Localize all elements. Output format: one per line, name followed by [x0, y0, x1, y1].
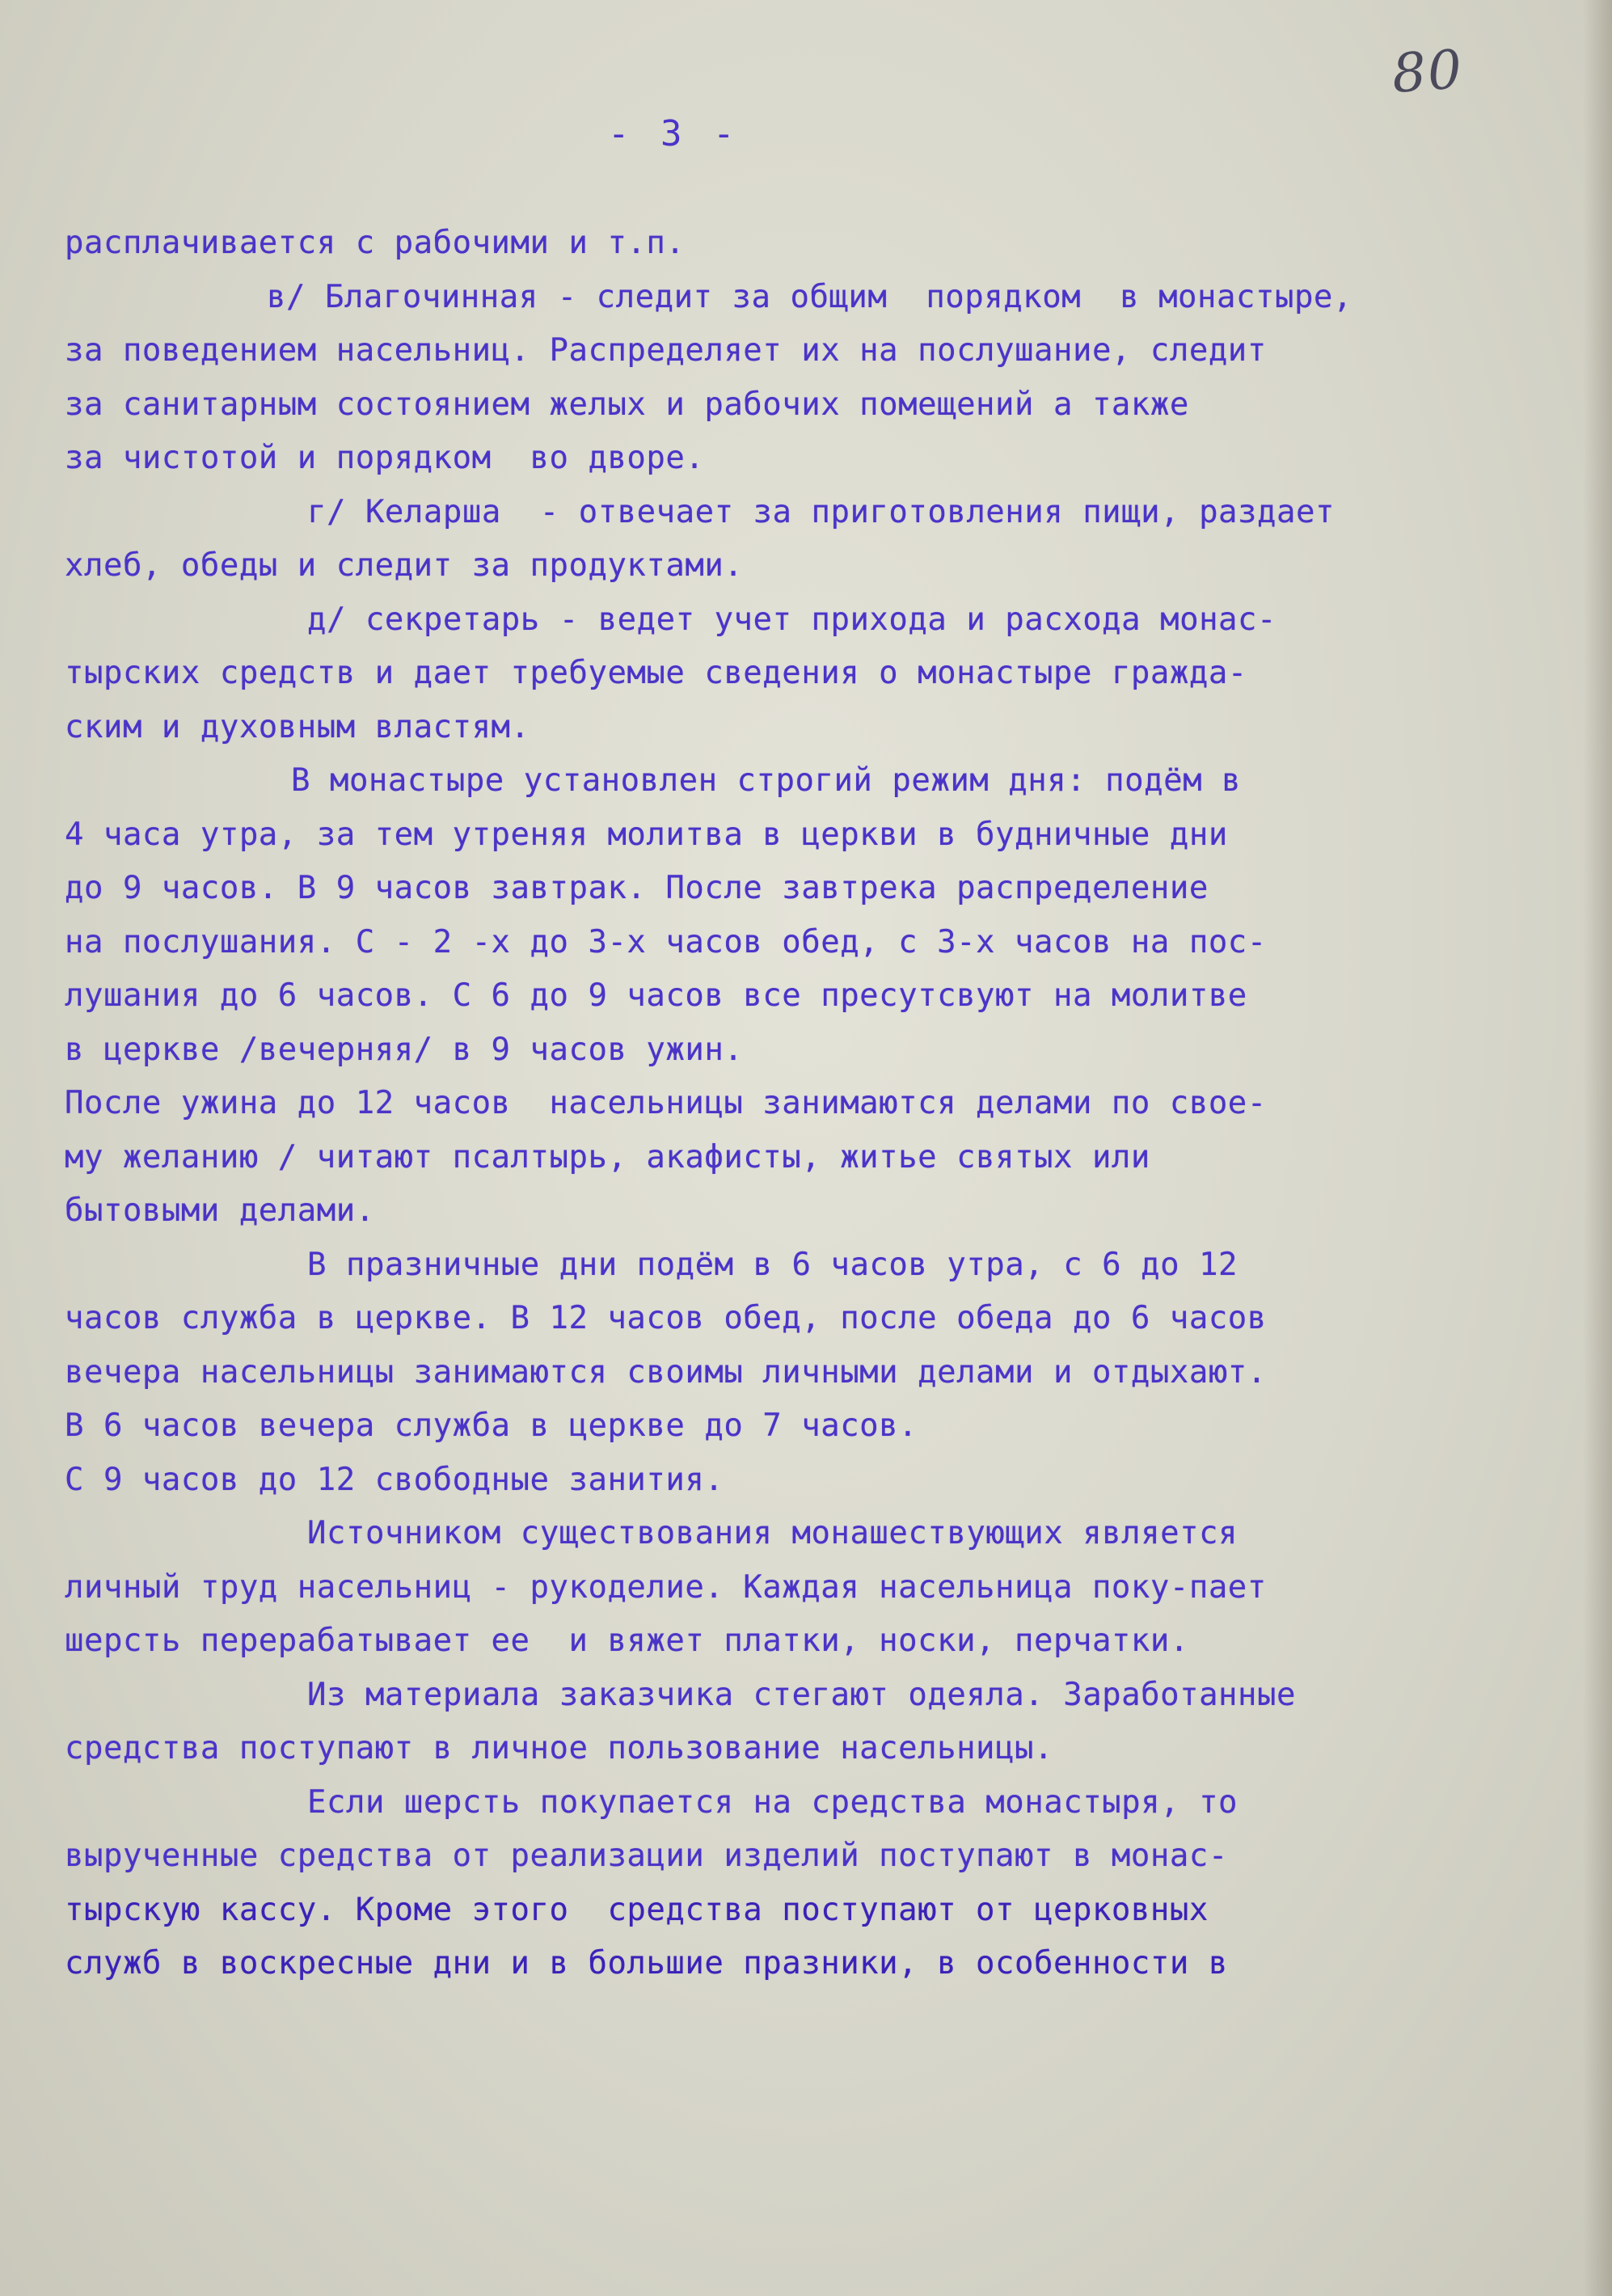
typed-text-body	[65, 217, 1585, 1991]
page-number: - 3 -	[608, 113, 740, 154]
text-line: шерсть перерабатывает ее и вяжет платки, носки, перчатки.	[65, 1623, 1189, 1659]
text-line: С 9 часов до 12 свободные занития.	[65, 1461, 724, 1498]
text-line: В монастыре установлен строгий режим дня: подём в	[291, 762, 1242, 799]
text-line: В празничные дни подём в 6 часов утра, с 6 до 12	[307, 1246, 1239, 1283]
text-line: Из материала заказчика стегают одеяла. Заработанные	[307, 1676, 1296, 1713]
text-line: тырских средств и дает требуемые сведения о монастыре гражда-	[65, 655, 1247, 691]
text-line: средства поступают в личное пользование насельницы.	[65, 1730, 1053, 1766]
text-line: расплачивается с рабочими и т.п.	[65, 225, 686, 261]
text-line: лушания до 6 часов. С 6 до 9 часов все пресутсвуют на молитве	[65, 977, 1247, 1014]
text-line: за чистотой и порядком во дворе.	[65, 440, 705, 476]
text-line: вечера насельницы занимаются своимы личными делами и отдыхают.	[65, 1353, 1267, 1391]
text-line: служб в воскресные дни и в большие празники, в особенности в	[65, 1945, 1228, 1982]
folio-number: 80	[1390, 38, 1466, 105]
text-line: хлеб, обеды и следит за продуктами.	[65, 547, 744, 584]
text-line: вырученные средства от реализации изделий поступают в монас-	[65, 1838, 1228, 1874]
text-line: бытовыми делами.	[65, 1192, 375, 1229]
text-line: Если шерсть покупается на средства монастыря, то	[307, 1783, 1239, 1821]
text-line: за санитарным состоянием желых и рабочих помещений а также	[65, 386, 1189, 423]
text-line: в/ Благочинная - следит за общим порядком в монастыре,	[267, 278, 1352, 315]
text-line: г/ Келарша - отвечает за приготовления пищи, раздает	[307, 493, 1335, 530]
text-line: После ужина до 12 часов насельницы занимаются делами по свое-	[65, 1085, 1267, 1121]
text-line: за поведением насельниц. Распределяет их на послушание, следит	[65, 332, 1267, 369]
text-line: д/ секретарь - ведет учет прихода и расхода монас-	[307, 601, 1277, 638]
text-line: часов служба в церкве. В 12 часов обед, после обеда до 6 часов	[65, 1300, 1267, 1336]
text-line: ским и духовным властям.	[65, 708, 530, 745]
text-line: Источником существования монашествующих является	[307, 1515, 1239, 1551]
text-line: личный труд насельниц - рукоделие. Каждая насельница поку-пает	[65, 1568, 1267, 1606]
text-line: в церкве /вечерняя/ в 9 часов ужин.	[65, 1031, 744, 1068]
text-line: тырскую кассу. Кроме этого средства поступают от церковных	[65, 1891, 1209, 1928]
text-line: В 6 часов вечера служба в церкве до 7 часов.	[65, 1408, 918, 1444]
text-line: 4 часа утра, за тем утреняя молитва в церкви в будничные дни	[65, 816, 1228, 853]
text-line: му желанию / читают псалтырь, акафисты, житье святых или	[65, 1138, 1150, 1175]
text-line: до 9 часов. В 9 часов завтрак. После завтрека распределение	[65, 870, 1209, 906]
text-line: на послушания. С - 2 -х до 3-х часов обед, с 3-х часов на пос-	[65, 923, 1267, 960]
